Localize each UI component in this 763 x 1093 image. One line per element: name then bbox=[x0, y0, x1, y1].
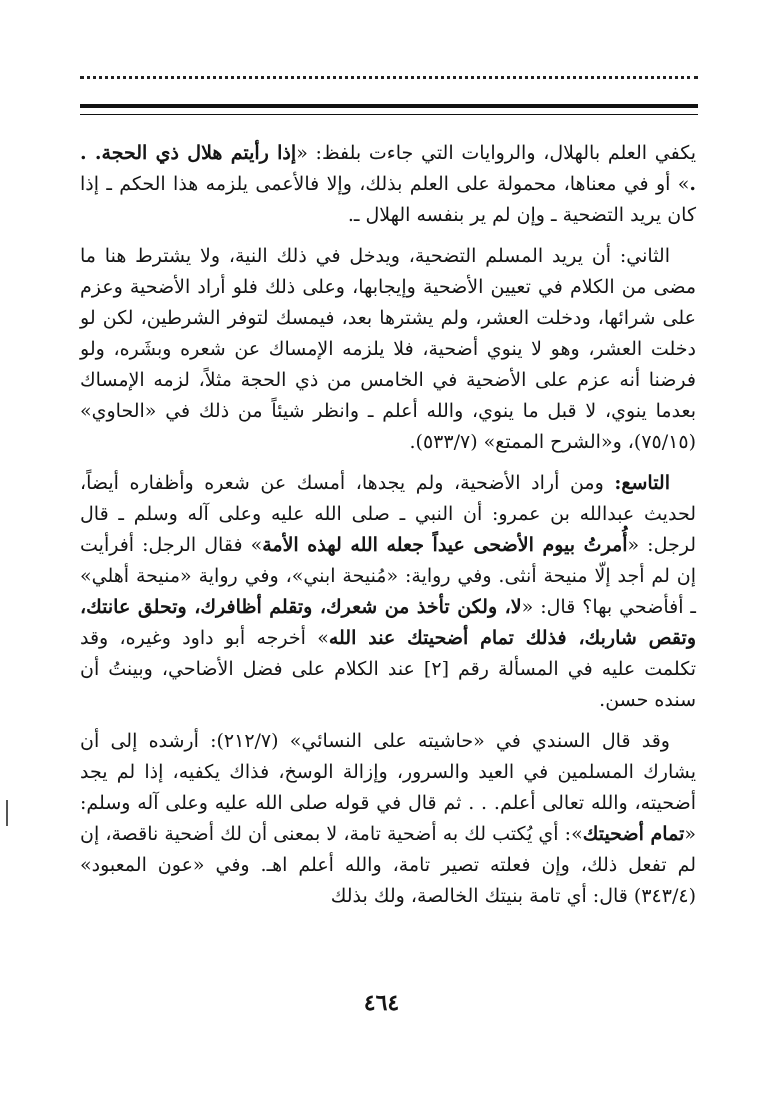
bold-hadith-quote: أُمرتُ بيوم الأضحى عيداً جعله الله لهذه الأمة bbox=[262, 534, 628, 556]
header-thick-rule bbox=[80, 104, 698, 108]
bold-hadith-quote: تمام أضحيتك bbox=[582, 823, 685, 845]
paragraph-4 bbox=[80, 726, 696, 912]
bold-hadith-quote: لا، ولكن تأخذ من شعرك، وتقلم أظافرك، وتحلق عانتك، وتقص شاربك، فذلك تمام أضحيتك عند الله bbox=[80, 596, 696, 649]
text-run: وقد قال السندي في «حاشيته على النسائي» (٢١٢/٧): أرشده إلى أن يشارك المسلمين في العيد والسرور، وإزالة الوسخ، فذاك يكفيه، إذا لم يجد أضحيته، والله تعالى أعلم. . . ثم قال في قوله صلى الله عليه وعلى آله وسلم: « bbox=[80, 730, 696, 845]
text-run: ومن أراد الأضحية، ولم يجدها، أمسك عن شعره وأظفاره أيضاً، لحديث عبدالله بن عمرو: أن النبي ـ صلى الله عليه وعلى آله وسلم ـ قال لرجل: « bbox=[80, 472, 696, 556]
text-run: » فقال الرجل: أفرأيت إن لم أجد إلّا منيحة أنثى. وفي رواية: «مُنيحة ابني»، وفي رواية «منيحة أهلي» ـ أفأضحي بها؟ قال: « bbox=[80, 534, 697, 618]
page-body bbox=[80, 138, 696, 922]
page-number: ٤٦٤ bbox=[363, 990, 400, 1016]
text-run: يكفي العلم بالهلال، والروايات التي جاءت بلفظ: « bbox=[296, 142, 696, 164]
text-run: » أخرجه أبو داود وغيره، وقد تكلمت عليه في المسألة رقم [٢] عند الكلام على فضل الأضاحي، وبينتُ أن سنده حسن. bbox=[80, 627, 696, 711]
paragraph-3 bbox=[80, 468, 696, 716]
header-thin-rule bbox=[80, 114, 698, 115]
header-dotted-rule bbox=[80, 76, 698, 79]
margin-mark bbox=[6, 800, 11, 826]
section-heading-ninth: التاسع: bbox=[614, 472, 670, 494]
paragraph-1 bbox=[80, 138, 696, 231]
text-run: »: أي يُكتب لك به أضحية تامة، لا بمعنى أن لك أضحية ناقصة، إن لم تفعل ذلك، وإن فعلته تصير تامة، والله أعلم اهـ. وفي «عون المعبود» (٣٤٣/٤) قال: أي تامة بنيتك الخالصة، ولك بذلك bbox=[80, 823, 696, 907]
paragraph-2 bbox=[80, 241, 696, 458]
text-run: » أو في معناها، محمولة على العلم بذلك، وإلا فالأعمى يلزمه هذا الحكم ـ إذا كان يريد التضحية ـ وإن لم ير بنفسه الهلال ـ. bbox=[80, 173, 696, 226]
bold-hadith-quote: إذا رأيتم هلال ذي الحجة. . . bbox=[80, 142, 696, 195]
text-run: الثاني: أن يريد المسلم التضحية، ويدخل في ذلك النية، ولا يشترط هنا ما مضى من الكلام في تعيين الأضحية وإيجابها، وعلى ذلك فلو أراد الأضحية وعزم على شرائها، ودخلت العشر، ولم يشترها بعد، فيمسك لتوفر الشرطين، لكن لو دخلت العشر، وهو لا ينوي أضحية، فلا يلزمه الإمساك عن شعره وبشَره، ولو فرضنا أنه عزم على الأضحية في الخامس من ذي الحجة مثلاً، لزمه الإمساك بعدما ينوي، لا قبل ما ينوي، والله أعلم ـ وانظر شيئاً من ذلك في «الحاوي» (٧٥/١٥)، و«الشرح الممتع» (٥٣٣/٧). bbox=[80, 245, 696, 453]
